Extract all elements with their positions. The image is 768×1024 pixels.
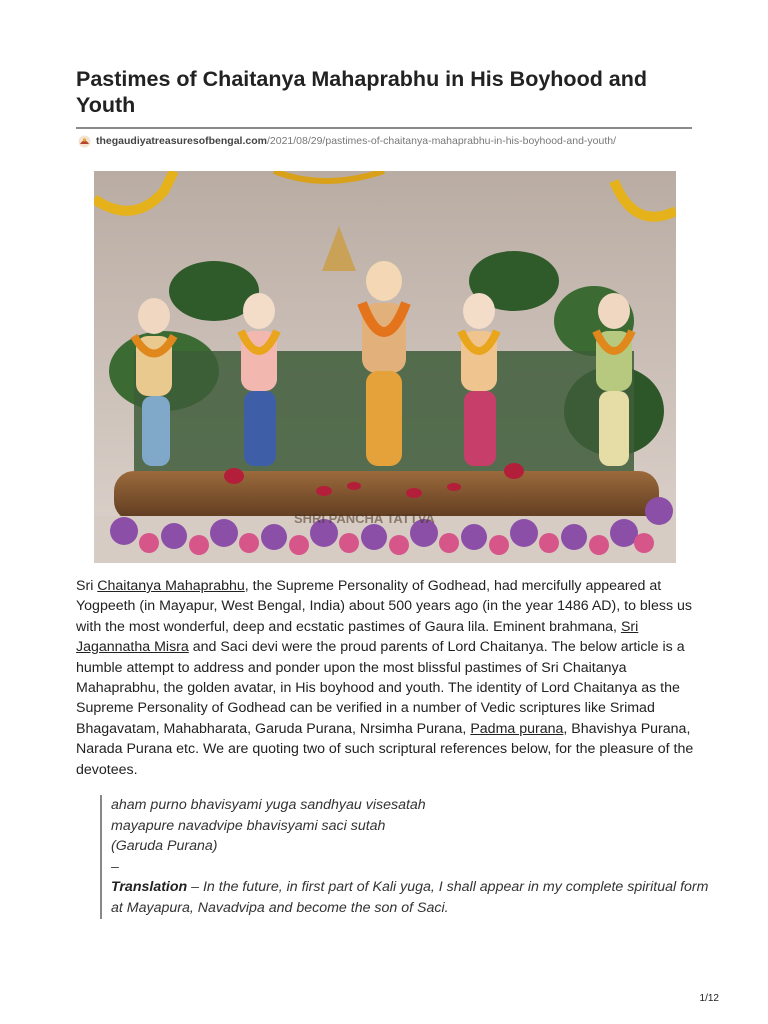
link-sri-jagannatha-misra[interactable]: Sri Jagannatha Misra bbox=[76, 618, 639, 656]
link-padma-purana[interactable]: Padma purana bbox=[470, 720, 564, 737]
page-title: Pastimes of Chaitanya Mahaprabhu in His Boyhood and Youth bbox=[76, 67, 648, 117]
link-chaitanya-mahaprabhu[interactable]: Chaitanya Mahaprabhu bbox=[97, 578, 245, 594]
article-paragraph: Sri Chaitanya Mahaprabhu, the Supreme Personality of Godhead, had mercifully appeared at Yogpeeth (in Mayapur, West Bengal, India) about 500 years ago (in the year 1486 AD), to bless us with the most wonderful, deep and ecstatic pastimes of Gaura lila. Eminent brahmana, Sri Jagannatha Misra and Saci devi were the proud parents of Lord Chaitanya. The below article is a humble attempt to address and ponder upon the most blissful pastimes of Sri Chaitanya Mahaprabhu, the golden avatar, in His boyhood and youth. The identity of Lord Chaitanya as the Supreme Personality of Godhead can be verified in a number of Vedic scriptures like Srimad Bhagavatam, Mahabharata, Garuda Purana, Nrsimha Purana, Padma purana, Bhavishya Purana, Narada Purana etc. We are quoting two of such scriptural references below, for the pleasure of the devotees. bbox=[76, 578, 694, 778]
source-domain[interactable]: thegaudiyatreasuresofbengal.com bbox=[96, 135, 267, 147]
translation-label: Translation bbox=[111, 879, 188, 896]
photo-base-inscription: SHRI PANCHA TATTVA bbox=[294, 511, 435, 526]
page-number: 1/12 bbox=[699, 993, 719, 1004]
source-url[interactable] bbox=[78, 134, 616, 148]
site-favicon-icon bbox=[78, 135, 91, 148]
scripture-quote bbox=[100, 795, 711, 919]
quote-line-2: mayapure navadvipe bhavisyami saci sutah bbox=[111, 817, 386, 834]
title-divider bbox=[76, 127, 692, 129]
quote-line-1: aham purno bhavisyami yuga sandhyau visesatah bbox=[111, 797, 426, 813]
deity-photo bbox=[94, 171, 676, 563]
translation-text: – In the future, in first part of Kali yuga, I shall appear in my complete spiritual form at Mayapura, Navadvipa and become the son of Saci. bbox=[111, 879, 709, 916]
quote-translation bbox=[111, 877, 711, 918]
quote-dash: – bbox=[111, 858, 119, 875]
source-path[interactable]: /2021/08/29/pastimes-of-chaitanya-mahaprabhu-in-his-boyhood-and-youth/ bbox=[266, 135, 617, 147]
quote-citation: (Garuda Purana) bbox=[111, 838, 218, 855]
